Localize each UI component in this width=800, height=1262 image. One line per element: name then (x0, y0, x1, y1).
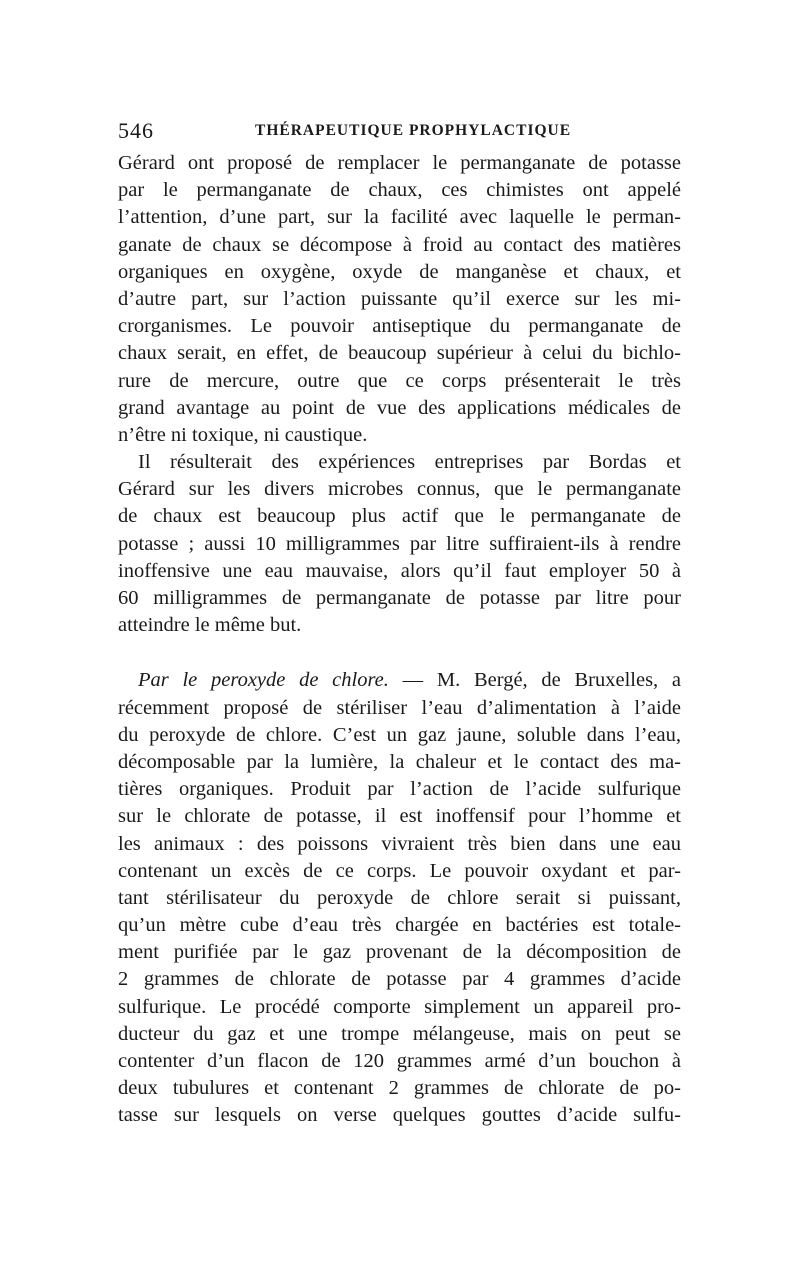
text-line: grand avantage au point de vue des applications médicales de (118, 396, 681, 419)
text-line: atteindre le même but. (118, 614, 302, 637)
text-line: Gérard ont proposé de remplacer le permanganate de potasse (118, 152, 681, 174)
text-line: sulfurique. Le procédé comporte simplement un appareil pro- (118, 995, 681, 1018)
text-line: de chaux est beaucoup plus actif que le permanganate de (118, 505, 681, 528)
text-line: contenter d’un flacon de 120 grammes armé d’un bouchon à (118, 1050, 681, 1072)
text-line: les animaux : des poissons vivraient très bien dans une eau (118, 832, 681, 855)
text-line: récemment proposé de stériliser l’eau d’alimentation à l’aide (118, 696, 681, 719)
text-line: Gérard sur les divers microbes connus, que le permanganate (118, 478, 681, 501)
text-line: d’autre part, sur l’action puissante qu’il exerce sur les mi- (118, 287, 681, 310)
text-line: chaux serait, en effet, de beaucoup supérieur à celui du bichlo- (118, 342, 681, 365)
text-line: 60 milligrammes de permanganate de potasse par litre pour (118, 587, 681, 609)
text-line: l’attention, d’une part, sur la facilité avec laquelle le perman- (118, 206, 681, 229)
text-line: organiques en oxygène, oxyde de manganèse et chaux, et (118, 260, 681, 283)
text-line: deux tubulures et contenant 2 grammes de chlorate de po- (118, 1077, 681, 1100)
text-line: qu’un mètre cube d’eau très chargée en bactéries est totale- (118, 914, 681, 937)
text-line: contenant un excès de ce corps. Le pouvoir oxydant et par- (118, 859, 681, 882)
text-line: sur le chlorate de potasse, il est inoffensif pour l’homme et (118, 805, 681, 828)
text-line: ganate de chaux se décompose à froid au contact des matières (118, 233, 681, 256)
text-line: ment purifiée par le gaz provenant de la décomposition de (118, 941, 681, 964)
page-header (118, 118, 681, 146)
heading-continuation: — M. Bergé, de Bruxelles, a (388, 669, 681, 692)
paragraph (118, 150, 681, 449)
text-line: tasse sur lesquels on verse quelques gouttes d’acide sulfu- (118, 1104, 681, 1127)
text-line: ducteur du gaz et une trompe mélangeuse, mais on peut se (118, 1022, 681, 1045)
section-heading: Par le peroxyde de chlore. (138, 669, 389, 692)
text-line: 2 grammes de chlorate de potasse par 4 grammes d’acide (118, 968, 681, 991)
text-line: tant stérilisateur du peroxyde de chlore serait si puissant, (118, 886, 681, 909)
paragraph (118, 667, 681, 1129)
text-line: n’être ni toxique, ni caustique. (118, 423, 368, 446)
text-line: tières organiques. Produit par l’action de l’acide sulfurique (118, 778, 681, 801)
text-line: crorganismes. Le pouvoir antiseptique du permanganate de (118, 315, 681, 338)
body-text (118, 150, 681, 1130)
page-number: 546 (118, 118, 154, 143)
text-line: potasse ; aussi 10 milligrammes par litre suffiraient-ils à rendre (118, 532, 681, 555)
text-line: rure de mercure, outre que ce corps présenterait le très (118, 369, 681, 392)
text-line: Il résulterait des expériences entreprises par Bordas et (138, 451, 681, 474)
paragraph-gap (118, 639, 681, 667)
text-line: du peroxyde de chlore. C’est un gaz jaune, soluble dans l’eau, (118, 723, 681, 746)
text-line (118, 667, 681, 694)
text-line: inoffensive une eau mauvaise, alors qu’il faut employer 50 à (118, 559, 681, 582)
text-line: par le permanganate de chaux, ces chimistes ont appelé (118, 179, 681, 202)
text-line: décomposable par la lumière, la chaleur et le contact des ma- (118, 750, 681, 773)
running-title: THÉRAPEUTIQUE PROPHYLACTIQUE (255, 122, 572, 139)
paragraph (118, 449, 681, 639)
